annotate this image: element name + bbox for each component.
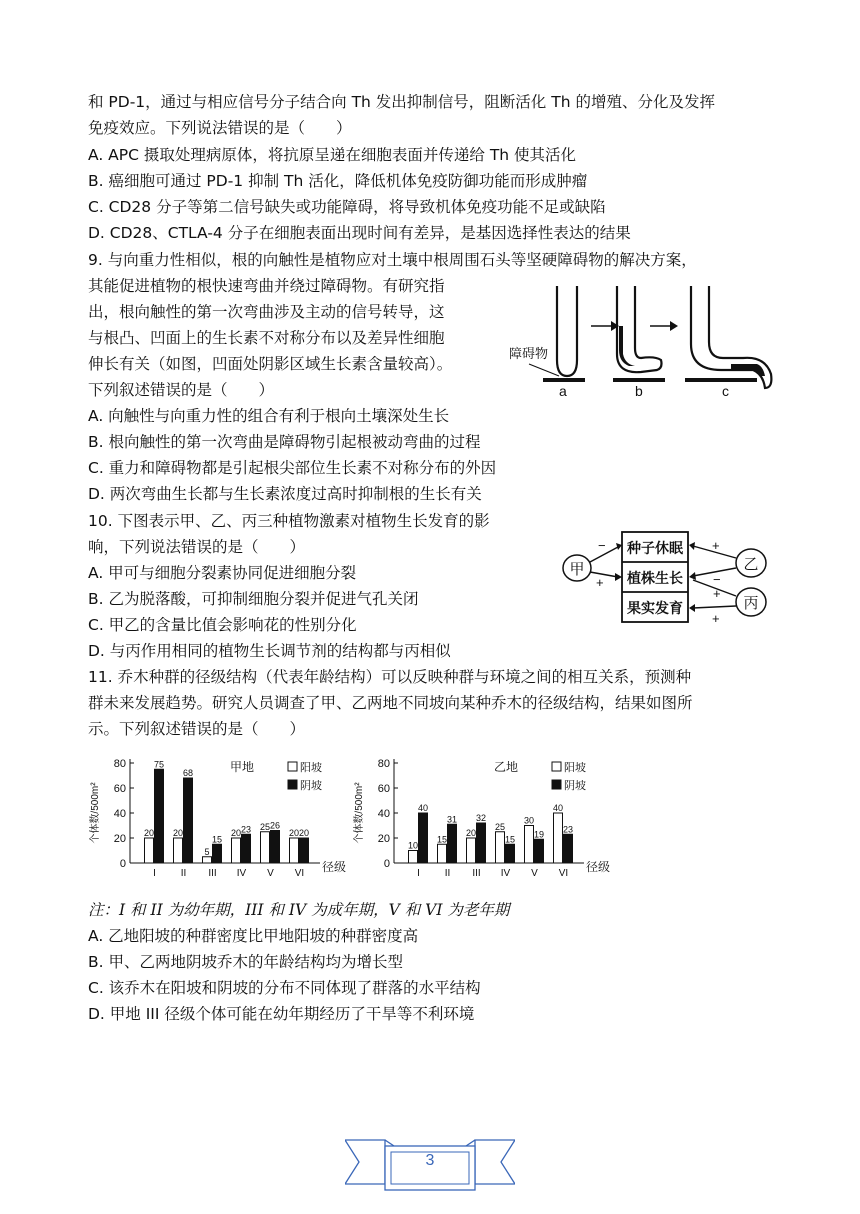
bar-data-label: 68 — [182, 768, 194, 778]
q8-option-d: D. CD28、CTLA-4 分子在细胞表面出现时间有差异，是基因选择性表达的结果 — [88, 224, 631, 242]
q9-text-line-4: 与根凸、凹面上的生长素不对称分布以及差异性细胞 — [88, 329, 445, 347]
bar-chart-jia — [88, 753, 350, 878]
bar-data-label: 25 — [259, 821, 271, 832]
bar-data-label: 30 — [523, 815, 535, 826]
bar-data-label: 32 — [475, 813, 487, 823]
bar-sunny — [145, 838, 154, 863]
bar-sunny — [438, 844, 447, 863]
bar-sunny — [409, 851, 418, 864]
hormone-jia: 甲 — [569, 561, 585, 578]
x-tick-label: II — [180, 868, 187, 878]
y-tick-label: 20 — [113, 833, 126, 845]
bar-data-label: 19 — [533, 829, 545, 840]
box-seed-dormancy: 种子休眠 — [627, 540, 683, 556]
bar-data-label: 10 — [407, 840, 419, 851]
bar-sunny — [467, 838, 476, 863]
bar-data-label: 20 — [298, 828, 310, 838]
bar-data-label: 20 — [143, 828, 155, 838]
bar-shady — [271, 831, 280, 864]
bar-data-label: 5 — [204, 846, 210, 857]
q10-text-line-1: 10. 下图表示甲、乙、丙三种植物激素对植物生长发育的影 — [88, 512, 490, 530]
bar-chart-yi — [352, 753, 614, 878]
bar-shady — [477, 823, 486, 863]
svg-text:−: − — [598, 538, 606, 553]
q11-text-line-1: 11. 乔木种群的径级结构（代表年龄结构）可以反映种群与环境之间的相互关系，预测种 — [88, 668, 692, 686]
bar-sunny — [261, 832, 270, 863]
bar-sunny — [290, 838, 299, 863]
hormone-diagram — [560, 530, 785, 630]
q9-option-b: B. 根向触性的第一次弯曲是障碍物引起根被动弯曲的过程 — [88, 433, 481, 451]
x-tick-label: III — [208, 868, 217, 878]
y-tick-label: 80 — [377, 758, 390, 770]
bar-data-label: 25 — [494, 821, 506, 832]
bar-sunny — [232, 838, 241, 863]
legend-swatch — [288, 780, 297, 789]
bar-data-label: 23 — [562, 824, 574, 835]
q11-text-line-2: 群未来发展趋势。研究人员调查了甲、乙两地不同坡向某种乔木的径级结构，结果如图所 — [88, 694, 693, 712]
q10-text-line-2: 响，下列说法错误的是（ ） — [88, 538, 306, 556]
bar-sunny — [203, 857, 212, 863]
bar-shady — [419, 813, 428, 863]
x-axis-label: 径级 — [586, 860, 611, 874]
legend-label: 阳坡 — [564, 762, 586, 774]
q8-option-a: A. APC 摄取处理病原体，将抗原呈递在细胞表面并传递给 Th 使其活化 — [88, 146, 577, 164]
hormone-bing: 丙 — [743, 595, 759, 612]
x-tick-label: II — [444, 868, 451, 878]
x-tick-label: V — [531, 868, 538, 878]
svg-text:+: + — [712, 611, 720, 626]
q9-text-line-5: 伸长有关（如图，凹面处阴影区域生长素含量较高）。 — [88, 355, 453, 373]
q8-text-line-2: 免疫效应。下列说法错误的是（ ） — [88, 119, 352, 137]
y-tick-label: 40 — [377, 808, 390, 820]
obstacle-b — [613, 378, 665, 382]
q11-option-c: C. 该乔木在阳坡和阴坡的分布不同体现了群落的水平结构 — [88, 979, 481, 997]
bar-data-label: 31 — [446, 814, 458, 825]
legend-label: 阴坡 — [564, 780, 586, 792]
bar-shady — [155, 769, 164, 863]
svg-text:+: + — [713, 586, 721, 601]
q8-option-b: B. 癌细胞可通过 PD-1 抑制 Th 活化，降低机体免疫防御功能而形成肿瘤 — [88, 172, 588, 190]
legend-label: 阴坡 — [300, 780, 322, 792]
page-number-ribbon — [345, 1132, 515, 1192]
bar-data-label: 40 — [417, 803, 429, 813]
legend-swatch — [288, 762, 297, 771]
x-tick-label: I — [417, 868, 420, 878]
box-fruit-development: 果实发育 — [627, 600, 683, 616]
svg-text:+: + — [596, 575, 604, 590]
bar-sunny — [174, 838, 183, 863]
obstacle-label: 障碍物 — [509, 346, 549, 361]
legend-label: 阳坡 — [300, 762, 322, 774]
q10-option-c: C. 甲乙的含量比值会影响花的性别分化 — [88, 616, 357, 634]
box-plant-growth: 植株生长 — [627, 570, 683, 586]
q11-note: 注：I 和 II 为幼年期，III 和 IV 为成年期，V 和 VI 为老年期 — [88, 901, 510, 919]
x-axis-label: 径级 — [322, 860, 347, 874]
q11-option-d: D. 甲地 III 径级个体可能在幼年期经历了干旱等不利环境 — [88, 1005, 475, 1023]
page-number: 3 — [425, 1152, 435, 1169]
x-tick-label: V — [267, 868, 274, 878]
bar-data-label: 20 — [172, 828, 184, 838]
hormone-yi: 乙 — [743, 556, 759, 573]
q11-text-line-3: 示。下列叙述错误的是（ ） — [88, 720, 306, 738]
x-tick-label: IV — [236, 868, 247, 878]
legend-swatch — [552, 762, 561, 771]
x-tick-label: VI — [558, 868, 569, 878]
q8-option-c: C. CD28 分子等第二信号缺失或功能障碍，将导致机体免疫功能不足或缺陷 — [88, 198, 606, 216]
bar-shady — [242, 834, 251, 863]
y-tick-label: 80 — [113, 758, 126, 770]
q9-option-d: D. 两次弯曲生长都与生长素浓度过高时抑制根的生长有关 — [88, 485, 482, 503]
label-c: c — [722, 383, 729, 399]
bar-data-label: 20 — [288, 828, 300, 838]
x-tick-label: I — [153, 868, 156, 878]
bar-data-label: 15 — [211, 834, 223, 845]
bar-data-label: 23 — [240, 824, 252, 835]
x-tick-label: III — [472, 868, 481, 878]
y-tick-label: 60 — [377, 783, 390, 795]
q10-option-b: B. 乙为脱落酸，可抑制细胞分裂并促进气孔关闭 — [88, 590, 419, 608]
svg-text:−: − — [713, 572, 721, 587]
bar-data-label: 20 — [230, 828, 242, 838]
y-tick-label: 20 — [377, 833, 390, 845]
obstacle-c — [685, 378, 757, 382]
obstacle-a — [543, 378, 585, 382]
bar-shady — [300, 838, 309, 863]
legend-swatch — [552, 780, 561, 789]
q11-option-a: A. 乙地阳坡的种群密度比甲地阳坡的种群密度高 — [88, 927, 419, 945]
bar-shady — [506, 844, 515, 863]
bar-shady — [184, 778, 193, 863]
y-tick-label: 40 — [113, 808, 126, 820]
bar-sunny — [554, 813, 563, 863]
x-tick-label: IV — [500, 868, 511, 878]
svg-text:+: + — [712, 538, 720, 553]
root-thigmotropism-figure — [495, 284, 795, 402]
bar-shady — [535, 839, 544, 863]
bar-data-label: 15 — [504, 834, 516, 845]
q9-option-c: C. 重力和障碍物都是引起根尖部位生长素不对称分布的外因 — [88, 459, 497, 477]
q9-text-line-3: 出，根向触性的第一次弯曲涉及主动的信号转导，这 — [88, 303, 445, 321]
q10-option-d: D. 与丙作用相同的植物生长调节剂的结构都与丙相似 — [88, 642, 451, 660]
y-tick-label: 0 — [383, 858, 390, 870]
q9-option-a: A. 向触性与向重力性的组合有利于根向土壤深处生长 — [88, 407, 450, 425]
q8-text-line-1: 和 PD-1，通过与相应信号分子结合向 Th 发出抑制信号，阻断活化 Th 的增殖、分化及发挥 — [88, 93, 715, 111]
y-tick-label: 0 — [119, 858, 126, 870]
bar-sunny — [496, 832, 505, 863]
q9-text-line-1: 9. 与向重力性相似，根的向触性是植物应对土壤中根周围石头等坚硬障碍物的解决方案， — [88, 251, 697, 269]
label-b: b — [635, 383, 643, 399]
bar-data-label: 40 — [552, 803, 564, 813]
chart-title: 乙地 — [494, 760, 519, 774]
q10-option-a: A. 甲可与细胞分裂素协同促进细胞分裂 — [88, 564, 357, 582]
bar-shady — [213, 844, 222, 863]
bar-sunny — [525, 826, 534, 864]
bar-data-label: 15 — [436, 834, 448, 845]
bar-data-label: 20 — [465, 828, 477, 838]
q9-text-line-6: 下列叙述错误的是（ ） — [88, 381, 275, 399]
bar-data-label: 75 — [153, 759, 165, 770]
bar-shady — [564, 834, 573, 863]
q11-option-b: B. 甲、乙两地阴坡乔木的年龄结构均为增长型 — [88, 953, 403, 971]
y-tick-label: 60 — [113, 783, 126, 795]
label-a: a — [559, 383, 567, 399]
q9-text-line-2: 其能促进植物的根快速弯曲并绕过障碍物。有研究指 — [88, 277, 445, 295]
bar-data-label: 26 — [269, 820, 281, 831]
x-tick-label: VI — [294, 868, 305, 878]
chart-title: 甲地 — [230, 760, 255, 774]
bar-shady — [448, 824, 457, 863]
y-axis-label: 个体数/500m² — [354, 782, 365, 844]
y-axis-label: 个体数/500m² — [90, 782, 101, 844]
